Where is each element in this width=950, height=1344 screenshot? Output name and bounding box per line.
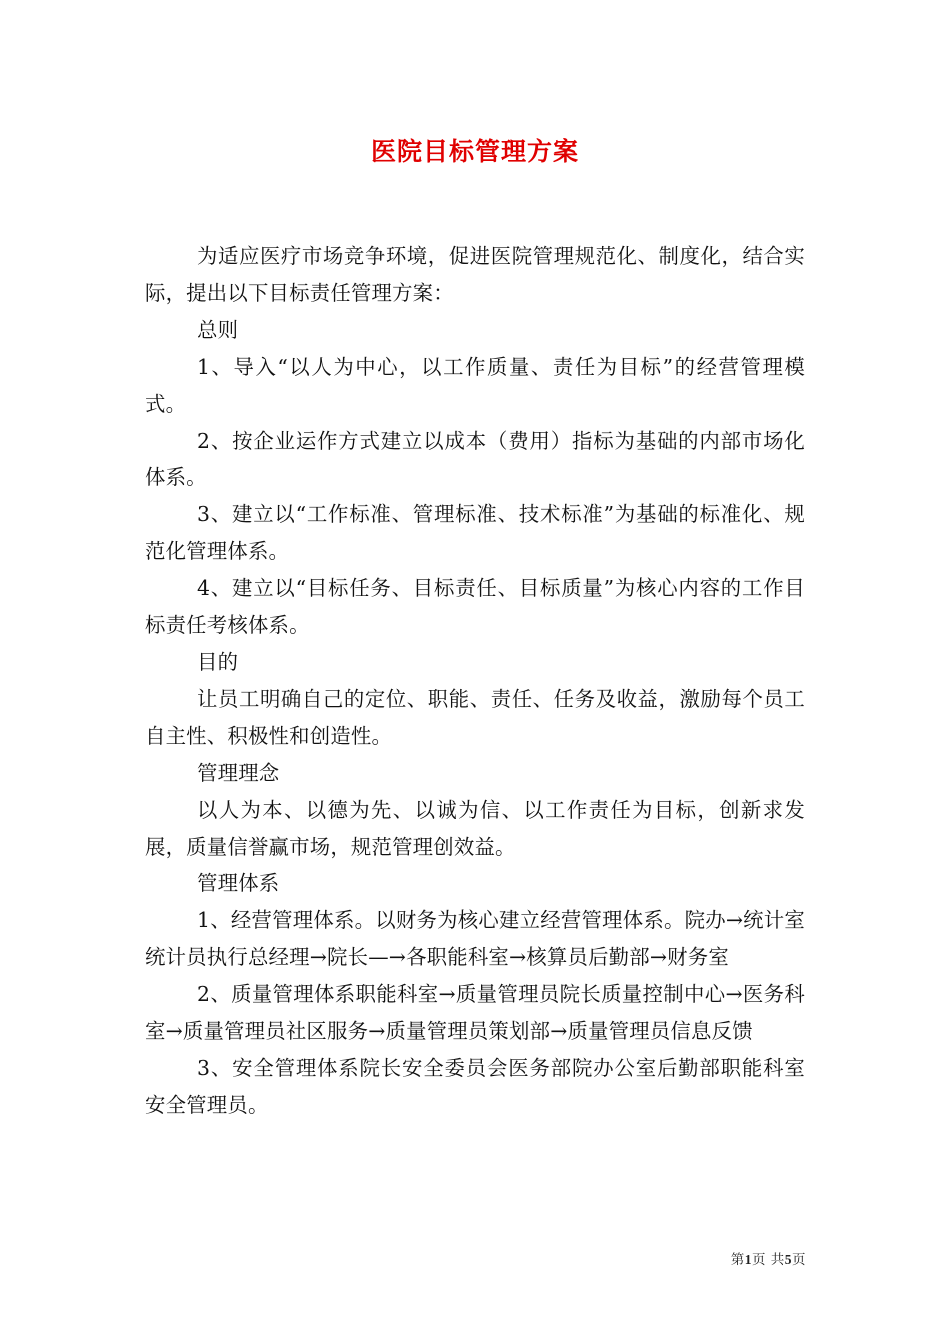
section-heading-philosophy: 管理理念 (197, 760, 280, 785)
general-item-2: 2、按企业运作方式建立以成本（费用）指标为基础的内部市场化体系。 (145, 428, 805, 490)
footer-suffix: 页 (792, 1252, 806, 1268)
document-title: 医院目标管理方案 (370, 137, 579, 166)
footer-current-page: 1 (744, 1252, 752, 1267)
section-heading-purpose: 目的 (197, 649, 239, 674)
general-item-3: 3、建立以“工作标准、管理标准、技术标准”为基础的标准化、规范化管理体系。 (145, 502, 805, 564)
purpose-paragraph: 让员工明确自己的定位、职能、责任、任务及收益，激励每个员工自主性、积极性和创造性。 (145, 686, 805, 748)
general-item-1: 1、导入“以人为中心，以工作质量、责任为目标”的经营管理模式。 (145, 354, 805, 416)
general-item-4: 4、建立以“目标任务、目标责任、目标质量”为核心内容的工作目标责任考核体系。 (145, 576, 805, 638)
page-footer (731, 1248, 806, 1268)
intro-paragraph: 为适应医疗市场竞争环境，促进医院管理规范化、制度化，结合实际，提出以下目标责任管理方案： (145, 244, 805, 305)
section-heading-general: 总则 (197, 317, 239, 342)
footer-prefix: 第 (730, 1252, 745, 1268)
system-item-3: 3、安全管理体系院长安全委员会医务部院办公室后勤部职能科室安全管理员。 (145, 1055, 805, 1117)
philosophy-paragraph: 以人为本、以德为先、以诚为信、以工作责任为目标，创新求发展，质量信誉赢市场，规范管理创效益。 (145, 797, 805, 859)
section-heading-system: 管理体系 (197, 871, 280, 896)
system-item-2: 2、质量管理体系职能科室→质量管理员院长质量控制中心→医务科室→质量管理员社区服务→质量管理员策划部→质量管理员信息反馈 (145, 982, 805, 1044)
document-body (145, 238, 805, 1124)
footer-total-pages: 5 (784, 1252, 792, 1267)
system-item-1: 1、经营管理体系。以财务为核心建立经营管理体系。院办→统计室统计员执行总经理→院长—→各职能科室→核算员后勤部→财务室 (145, 908, 805, 970)
footer-middle: 页 共 (751, 1252, 785, 1268)
